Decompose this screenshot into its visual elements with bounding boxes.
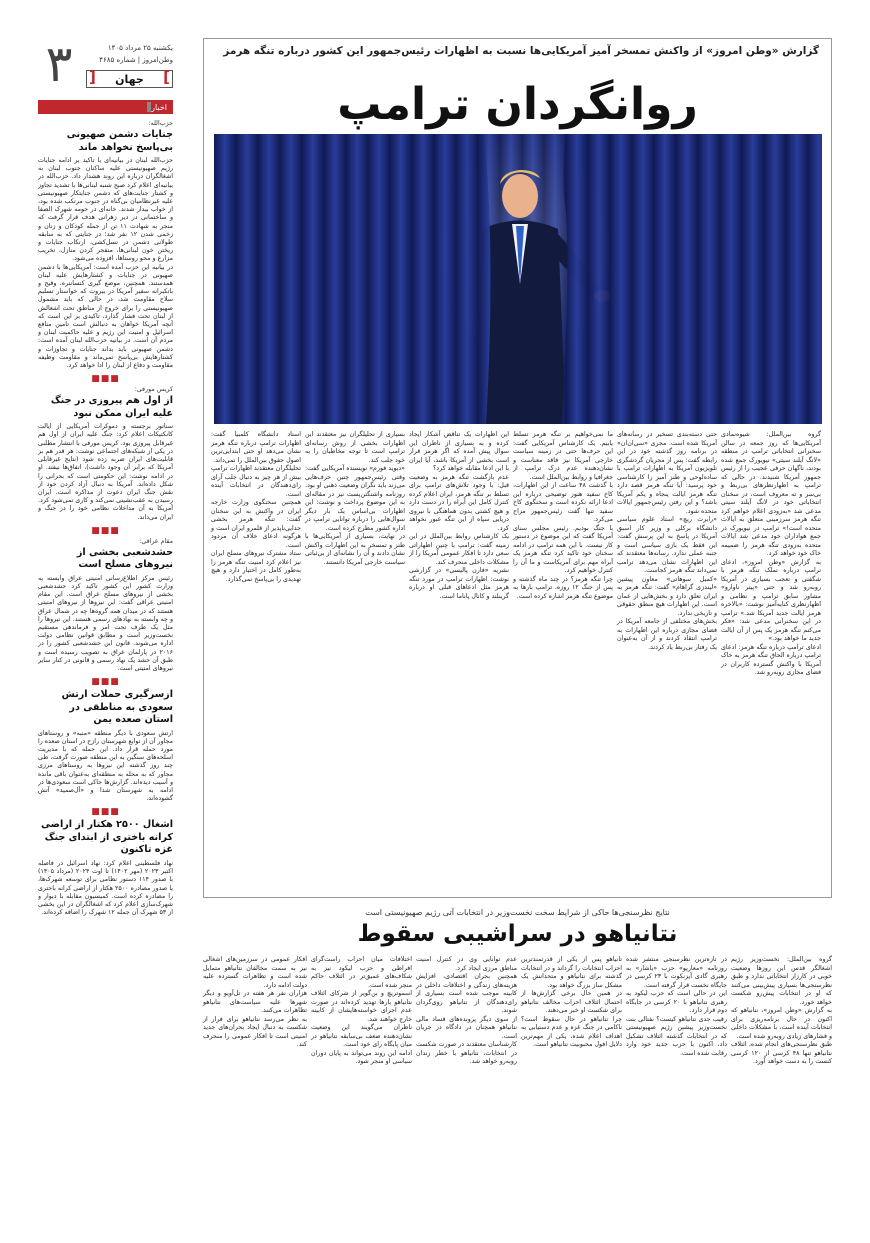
main-photo <box>214 134 822 424</box>
story-column <box>721 431 821 678</box>
story-paragraph: تانیاهو پس از یکی از قدرتمندترین احزاب انتخابات را گرداند و در انتخابات گذشته برای نتانیاهو و متحدانش یک مشکل ساز بزرگ خواهد بود. <box>521 956 622 989</box>
story-paragraph: هزاران نفر هر هفته در تل‌آویو و دیگر شهرها علیه سیاست‌های نتانیاهو تظاهرات می‌کنند. <box>203 990 307 1014</box>
brief <box>38 673 173 803</box>
separator-stars-icon: ■■■ <box>91 807 120 818</box>
brief-title: جنایات دشمن صهیونی بی‌پاسخ نخواهد ماند <box>66 129 173 153</box>
brief-title: ازسرگیری حملات ارتش سعودی به مناطقی در استان صعده یمن <box>61 689 173 726</box>
story-column <box>521 956 622 1050</box>
story-paragraph: اسموتریچ و بن‌گویر از شرکای ائتلاف نتانیاهو بارها تهدید کرده‌اند در صورت عدم اجرای خواسته‌هایشان از کابینه خارج خواهند شد. <box>311 990 412 1023</box>
story-paragraph: نشریه «فارن پالیسی» در گزارشی نوشت: اظهارات ترامپ در مورد تنگه هرمز مثل ادعاهای قبلی او درباره گرینلند و کانال پاناما است. <box>409 567 509 600</box>
story-column <box>513 431 613 601</box>
story-paragraph: این در حالی است که حزب لیکود به رهبری نتانیاهو با ۲۰ کرسی در جایگاه دوم قرار دارد. <box>626 990 727 1014</box>
sidebar <box>38 38 173 1233</box>
story-paragraph: عدم بازگشت تنگه هرمز به وضعیت قبل: با وجود تلاش‌های ترامپ برای تسلط بر تنگه هرمز، ایران اعلام کرده کنترل کامل این آبراه را در دست دارد و هیچ کشتی بدون هماهنگی با نیروی دریایی سپاه از این تنگه عبور نخواهد کرد. <box>409 473 509 532</box>
story-column <box>305 431 405 567</box>
section-title: جهان <box>115 72 144 86</box>
story-paragraph: ما نمی‌خواهیم بر تنگه هرمز تسلط یابیم. یک کارشناس آمریکایی گفت: این حرف‌ها حتی در زمینه سیاست خارجی آمریکا نیز فاقد معناست و نشان‌دهنده عدم درک ترامپ از جغرافیا و روابط بین‌الملل است. <box>513 431 613 481</box>
brief-kicker: حزب‌الله: <box>148 120 173 127</box>
brief-paragraph: نهاد فلسطینی اعلام کرد: نهاد اسرائیل در فاصله اکتبر ۲۰۲۳ (مهر ۱۴۰۲) تا اوت ۲۰۲۴ (مرداد ۱۴۰۵) با صدور ۱۱۴ دستور نظامی برای توسعه شهرک‌ها، یا صدور مصادره ۲۵۰۰ هکتار از اراضی کرانه باختری را مصادره کرده است. کمیسیون مقابله با دیوار و شهرک‌سازی اعلام کرد که اشغالگران در این بخشی از ۵۳ شهرک آن جمله ۱۲ شهرک را اضافه کرده‌اند. <box>38 859 173 917</box>
story-column <box>203 956 307 1050</box>
brief-paragraph: در بیانیه این حزب آمده است: آمریکایی‌ها با دشمن صهیونی در جنایات و کشتارهایش علیه لبنان همدستند. همچنین، موضع گیری کنسانتره، وقیح و با‌تکبرانه سفیر آمریکا در بیروت که خواستار تسلیم سلاح مقاومت شد، در حالی که باید مشمول صهیونیستی را برای خروج از مناطق تحت اشغالش از لبنان تحت فشار گذارد، تاکیدی بر این است که آنچه آمریکا خواهان به دنبالش است تامین منافع اسرائیل و امنیت این رژیم و علیه حاکمیت لبنان و مردم آن است. در بیانیه حزب‌الله لبنان آمده است: دشمن صهیونی باید بداند جنایات و تجاوزات و کشتارهایش بی‌پاسخ نمی‌ماند و مقاومت وظیفه مقاومت و دفاع از لبنان را ادا خواهد کرد. <box>38 263 173 370</box>
story-paragraph: از سوی دیگر پرونده‌های فساد مالی نتانیاهو همچنان در دادگاه در جریان است. <box>416 1015 517 1040</box>
masthead <box>38 38 173 96</box>
story-paragraph: در تازه‌ترین نظرسنجی منتشر شده روزنامه «معاریو» حزب «یاشار» به رهبری گادی آیزنکوت با ۲۳ کرسی در جایگاه نخست قرار گرفته است. <box>626 956 727 989</box>
story-paragraph: اختلافات میان احزاب راست‌گرای افراطی و حزب لیکود نیز به شکاف‌های عمیق‌تر در ائتلاف حاکم منجر شده است. <box>311 956 412 989</box>
story-paragraph: گروه بین‌الملل: شیوه‌نمادی آمریکایی‌ها که روز جمعه در سالن سخنرانی انتخاباتی ترامپ در منطقه «لانگ آیلند سیتی» نیویورک جمع شده بودند، ناگهان حرفی عجیب را از رئیس جمهور آمریکا شنیدند. در حالی که ترامپ به اظهارنظرهای بی‌ربط و بی‌سر و ته معروف است، در سخنان انتخاباتی خود در لانگ آیلند سیتی مدعی شد «به‌زودی اعلام خواهم کرد تنگه هرمز سرزمینی متعلق به ایالات متحده است!» ترامپ در نیویورک در جمع هواداران خود مدعی شد ایالات متحده به‌زودی تنگه هرمز را ضمیمه خاک خود خواهد کرد. <box>721 431 821 557</box>
story-paragraph: کارشناسان معتقدند در صورت شکست در انتخابات، نتانیاهو با خطر زندان روبه‌رو خواهد شد. <box>416 1041 517 1065</box>
main-supertitle: گزارش «وطن امروز» از واکنش تمسخر آمیز آمریکایی‌ها نسبت به اظهارات رئیس‌جمهور این کشور درباره تنگه هرمز <box>223 45 819 57</box>
brief-title: اشغال ۲۵۰۰ هکتار از اراضی کرانه باختری از ابتدای جنگ غزه تاکنون <box>40 819 173 856</box>
news-marker-icon <box>147 102 151 112</box>
story-paragraph: به گزارش «وطن امروز»، ادعای ترامپ درباره تملک تنگه هرمز با شگفتی و تعجب بسیاری در آمریکا روبه‌رو شد و حتی «پیتر ناوارو» مشاور سابق ترامپ و نظامی و اظهارنظری کنایه‌آمیز نوشت: «بالاخره هرمز ایالت جدید آمریکا شد.» ترامپ در این سخنرانی مدعی شد: «فکر می‌کنم تنگه هرمز یک پس از آن ایالت جدید ما خواهد بود.» <box>721 558 821 642</box>
brief-paragraph: ارتش سعودی با دیگر منطقه «منبه» و روستاهای مجاور آن از توابع شهرستان رازح در استان صعده را مورد حمله قرار داد. این حمله که با مدیریت اسلحه‌های سنگین به این منطقه صورت گرفت، طی چند روز گذشته این نیروها به روستاهای مرزی مجاور که به محله به منطقه‌ای به‌عنوان باقی مانده و آسیب دیده‌اند. گزارش‌ها حاکی است سعودی‌ها در ادامه به شهرستان شدا و «آل‌صمید» آتش گشوده‌اند. <box>38 729 173 803</box>
story-paragraph: افکار عمومی در سرزمین‌های اشغالی نیز به سمت مخالفان نتانیاهو متمایل شده است و تظاهرات گسترده علیه دولت ادامه دارد. <box>203 956 307 989</box>
story-paragraph: با جنگ بودیم. رئیس مجلس سنای آمریکا گفت که این موضوع در دستور کار نیست. با این همه ترامپ در ادامه سخنان خود تاکید کرد تنگه هرمز یک آبراه مهم برای آمریکاست و ما آن را کنترل خواهیم کرد. <box>513 524 613 574</box>
story-paragraph: ادعای ترامپ درباره تنگه هرمز: ادعای ترامپ درباره الحاق تنگه هرمز به خاک آمریکا با واکنش گسترده کاربران در فضای مجازی روبه‌رو شد. <box>721 643 821 676</box>
curtain-photo-icon <box>214 134 822 424</box>
main-headline: روانگردان ترامپ <box>337 79 698 130</box>
story-paragraph: چرا نتانیاهو در حال سقوط است؟ ناکامی در جنگ غزه و عدم دستیابی به اهداف اعلام شده، یکی از مهم‌ترین دلایل افول محبوبیت نتانیاهو است. <box>521 1015 622 1048</box>
story-column <box>409 431 509 601</box>
story-paragraph: این اظهارات یک تناقض آشکار ایجاد کرده و به بسیاری از ناظران این سوال پیش آمده که اگر هرمز قرار است بخشی از آمریکا باشد، آیا ایران با این ادعا مقابله خواهد کرد؟ <box>409 431 509 472</box>
bracket-right-icon: ] <box>163 68 170 86</box>
story-column <box>626 956 727 1058</box>
bottom-headline: نتانیاهو در سراشیبی سقوط <box>357 921 678 947</box>
brief <box>38 114 173 370</box>
section-box <box>86 70 173 88</box>
story-paragraph: استاد دانشگاه کلمبیا گفت: اظهارات ترامپ درباره تنگه هرمز نشان می‌دهد او حتی ابتدایی‌ترین اصول حقوق بین‌الملل را نمی‌داند. <box>211 431 301 464</box>
story-paragraph: حتی دسته‌بندی تسخیر در رسانه‌های آمریکا شده است. مجری «سی‌ان‌ان» در برنامه روز گذشته خود در این رابطه گفت: پس از مجریان گردشگری تلویزیون آمریکا به اظهارات ترامپ با ساده‌لوحی و طنز آمیز را کارشناسی خود پرسید: آیا تنگه هرمز قصد دارد تنگه هرمز ایالت پنجاه و یکم آمریکا باشد؟ و این رفتن رئیس‌جمهور ایالات متحده شود. <box>617 431 717 515</box>
separator-stars-icon: ■■■ <box>91 374 120 385</box>
story-paragraph: طبق نظرسنجی‌های انجام شده، ائتلاف نتانیاهو تنها ۴۸ کرسی از ۱۲۰ کرسی کنست را به دست خواهد آورد. <box>731 1041 833 1065</box>
brief-kicker: مقام عراقی: <box>139 537 173 545</box>
story-paragraph: همچنین بحران اقتصادی، افزایش هزینه‌های زندگی و اختلافات داخلی در کابینه موجب شده است بسیاری از رای‌دهندگان از نتانیاهو روی‌گردان شوند. <box>416 973 517 1014</box>
brief <box>38 522 173 673</box>
separator-stars-icon: ■■■ <box>91 525 120 536</box>
story-paragraph: بخش‌های مختلفی از جامعه آمریکا در فضای مجازی درباره این اظهارات به ترامپ انتقاد کردند و از آن به‌عنوان یک رفتار بی‌ربط یاد کردند. <box>617 618 717 651</box>
brief-kicker: کریس مورفی: <box>134 386 173 394</box>
bracket-left-icon: [ <box>89 68 96 86</box>
bottom-story <box>203 908 832 1233</box>
brief-title: از اول هم پیروزی در جنگ علیه ایران ممکن نبود <box>50 395 173 419</box>
brief-paragraph: رئیس مرکز اطلاع‌رسانی امنیتی عراق وابسته به وزارت کشور این کشور تاکید کرد حشدشعبی بخشی از نیروهای مسلح عراق است. این مقام امنیتی عراقی گفت: این نیروها از نیروهای امنیتی هستند که در میدان همه گروه‌ها چه در شمال عراق و چه وابسته به نهادهای رسمی هستند. این نیروها را مثل یک طرف تحت امر و فرماندهی مستقیم نخست‌وزیر است و مطابق قوانین نظامی دولت اداره می‌شوند. قانون این حشدشعبی کشور را در ۲۰۱۶ در پارلمان عراق به تصویب رسیده است و طبق آن حشد یک نهاد رسمی و قانونی در کنار سایر نیروهای امنیتی است. <box>38 574 173 672</box>
story-paragraph: بسیاری از تحلیلگران نیز معتقدند این اظهارات بخشی از روش رسانه‌ای ترامپ است تا توجه مخاطبان را به خود جلب کند. <box>305 431 405 464</box>
brief-paragraph: سناتور برجسته و دموکرات آمریکایی از ایالت کانکتیکات اعلام کرد: جنگ علیه ایران از اول هم غیرقابل پیروزی بود. کریس مورفی با انتشار مطلبی در یکی از شبکه‌های اجتماعی نوشت: هر قدر هم بر قابلیت‌های ایران ضربه زده شود (نتایج غیرقابلی آمریکا که برابر آن وجود داشت)، اتفاق‌ها نیفتد. او در ادامه نوشت: این حکومتی است که بحرانی را شکل داده‌اند. آمریکا به دنبال آزاد کردن خود از نقش جنگ ایران دعوت از مذاکره است. ایران رسیدن به عقب‌نشینی نمی‌کند و کاری نمی‌شود کرد. آمریکا به آن مداخلات نظامی خود را در جنگ و ایران می‌داند. <box>38 423 173 521</box>
story-paragraph: با گذشت ۴۸ ساعت از این اظهارات، کاخ سفید هنوز توضیحی درباره این ادعا ارائه نکرده است و سخنگوی کاخ سفید تنها گفت رئیس‌جمهور مزاح می‌کرد. <box>513 482 614 523</box>
bottom-kicker: نتایج نظرسنجی‌ها حاکی از شرایط سخت نخست‌وزیر در انتخابات آتی رژیم صهیونیستی است <box>365 908 670 917</box>
story-paragraph: روزنامه واشنگتن‌پست نیز در مقاله‌ای به این موضوع پرداخت و نوشت: این اظهارات بی‌اساس یک بار دیگر سوال‌هایی را درباره توانایی ترامپ در اداره کشور مطرح کرده است. <box>305 490 405 532</box>
story-paragraph: ناظران می‌گویند این وضعیت نشان‌دهنده ضعف بی‌سابقه نتانیاهو در میان پایگاه رای خود است. <box>311 1024 412 1048</box>
story-paragraph: به گزارش «وطن امروز»، نتانیاهو که اکنون در حال برنامه‌ریزی برای انتخابات آینده است، با مشکلات داخلی و فشارهای زیادی روبه‌رو شده است. <box>731 1007 832 1040</box>
story-column <box>416 956 517 1067</box>
story-paragraph: تحلیلگران معتقدند اظهارات ترامپ بیش از هر چیز به دنبال جلب آرای رای‌دهندگان در انتخابات آینده است. <box>211 465 301 498</box>
story-paragraph: ادامه این روند می‌تواند به پایان دوران سیاسی او منجر شود. <box>311 1049 412 1065</box>
brief-title: حشدشعبی بخشی از نیروهای مسلح است <box>76 546 173 571</box>
story-paragraph: یک کارشناس روابط بین‌الملل در این زمینه گفت: ترامپ با چنین اظهاراتی سعی دارد تا افکار عمومی آمریکا را از مشکلات داخلی منحرف کند. <box>409 533 509 566</box>
story-column <box>211 431 301 584</box>
brief-paragraph: حزب‌الله لبنان در بیانیه‌ای با تاکید بر ادامه جنایات رژیم صهیونیستی علیه ساکنان جنوب لبنان به اشغالگران درباره این روند هشدار داد. حزب‌الله در بیانیه‌ای اعلام کرد صبح شنبه لبنانی‌ها با تشدید تجاوز و کشتار جنایت‌های که دشمن جنایتکار صهیونیستی علیه غیرنظامیان بی‌گناه در جنوب مرتکب شده بود، از خواب بیدار شدند. خانه‌ای در حومه شهرک الصفا و ساختمانی در دیر زهرانی هدف قرار گرفت که منجر به شهادت ۱۱ تن از جمله کودکان و زنان و زخمی شدن ۱۲ نفر شد؛ در جنایتی که به سابقه طولانی دشمن در نسل‌کشی، ارتکاب جنایات و ریختن خون لبنانی‌ها، منفجر کردن منازل، تخریب مزارع و محو روستاها، افزوده می‌شود. <box>38 157 173 263</box>
story-paragraph: همچنین سخنگوی وزارت خارجه ایران در واکنش به این سخنان گفت: تنگه هرمز بخشی جدایی‌ناپذیر از قلمرو ایران است و هرگونه ادعای خلاف آن مردود است. <box>211 499 301 549</box>
main-story <box>203 38 832 898</box>
brief <box>38 370 173 521</box>
date-line: یکشنبه ۲۵ مرداد ۱۴۰۵ <box>107 44 173 52</box>
news-bar <box>38 100 173 114</box>
page-number: ۳ <box>45 38 73 93</box>
story-paragraph: رقیب جدی نتانیاهو کیست؟ نفتالی بنت نخست‌وزیر پیشین رژیم صهیونیستی که در انتخابات گذشته ائتلاف تشکیل داد، اکنون با حزب جدید خود وارد رقابت شده است. <box>626 1015 727 1057</box>
story-paragraph: ستاد مشترک نیروهای مسلح ایران نیز اعلام کرد امنیت تنگه هرمز را به‌طور کامل در اختیار دارد و هیچ تهدیدی را بی‌پاسخ نمی‌گذارد. <box>211 550 301 583</box>
story-column <box>617 431 717 652</box>
story-paragraph: «دیوید فورم» نویسنده آمریکایی گفت: وقتی رئیس‌جمهور چنین حرف‌هایی می‌زند باید نگران وضعیت ذهنی او بود. <box>305 465 405 489</box>
story-paragraph: در نهایت، بسیاری از آمریکایی‌ها با طنز و تمسخر به این اظهارات واکنش نشان دادند و آن را نشانه‌ای از بی‌ثباتی سیاست خارجی آمریکا دانستند. <box>304 533 405 566</box>
story-paragraph: چرا تنگه هرمز؟ در چند ماه گذشته و پس از جنگ ۱۲ روزه، ترامپ بارها به موضوع تنگه هرمز اشاره کرده است. <box>513 575 613 600</box>
story-paragraph: در همین حال برخی گزارش‌ها از احتمال ائتلاف احزاب مخالف نتانیاهو برای شکست او خبر می‌دهند. <box>521 990 622 1014</box>
brief <box>38 803 173 917</box>
story-paragraph: گروه بین‌الملل: نخست‌وزیر رژیم اشغالگر قدس این روزها وضعیت خوبی در کارزار انتخاباتی ندارد و طبق نظرسنجی‌ها بسیاری پیش‌بینی می‌کنند که او در انتخابات پیش‌رو شکست خواهد خورد. <box>731 956 832 1006</box>
issue-line: وطن‌امروز | شماره ۴۶۸۵ <box>99 56 173 64</box>
story-paragraph: عدم توانایی وی در کنترل امنیت مناطق مرزی ایجاد کرد. <box>416 956 517 972</box>
story-paragraph: به نظر می‌رسد نتانیاهو برای فرار از شکست به دنبال ایجاد بحران‌های جدید امنیتی است تا افکار عمومی را منحرف کند. <box>203 1015 307 1048</box>
story-paragraph: «کمیل سوهاتی» معاون پیشین «لیندزی گراهام» گفت: تنگه هرمز به ایران تعلق دارد و بخش‌هایی از عمان است. این اظهارات هیچ منطق حقوقی و تاریخی ندارد. <box>617 575 717 617</box>
news-label: اخبار <box>151 102 167 112</box>
separator-stars-icon: ■■■ <box>91 677 120 688</box>
story-column <box>731 956 832 1067</box>
story-column <box>311 956 412 1067</box>
story-paragraph: «رابرت ریچ» استاد علوم سیاسی دانشگاه برکلی و وزیر کار اسبق آمریکا در پاسخ به این پرسش گفت: این فقط یک بازی سیاسی است و جنبه عملی ندارد. رسانه‌ها معتقدند که این اظهارات نشان می‌دهد ترامپ نمی‌داند تنگه هرمز کجاست. <box>617 516 717 574</box>
